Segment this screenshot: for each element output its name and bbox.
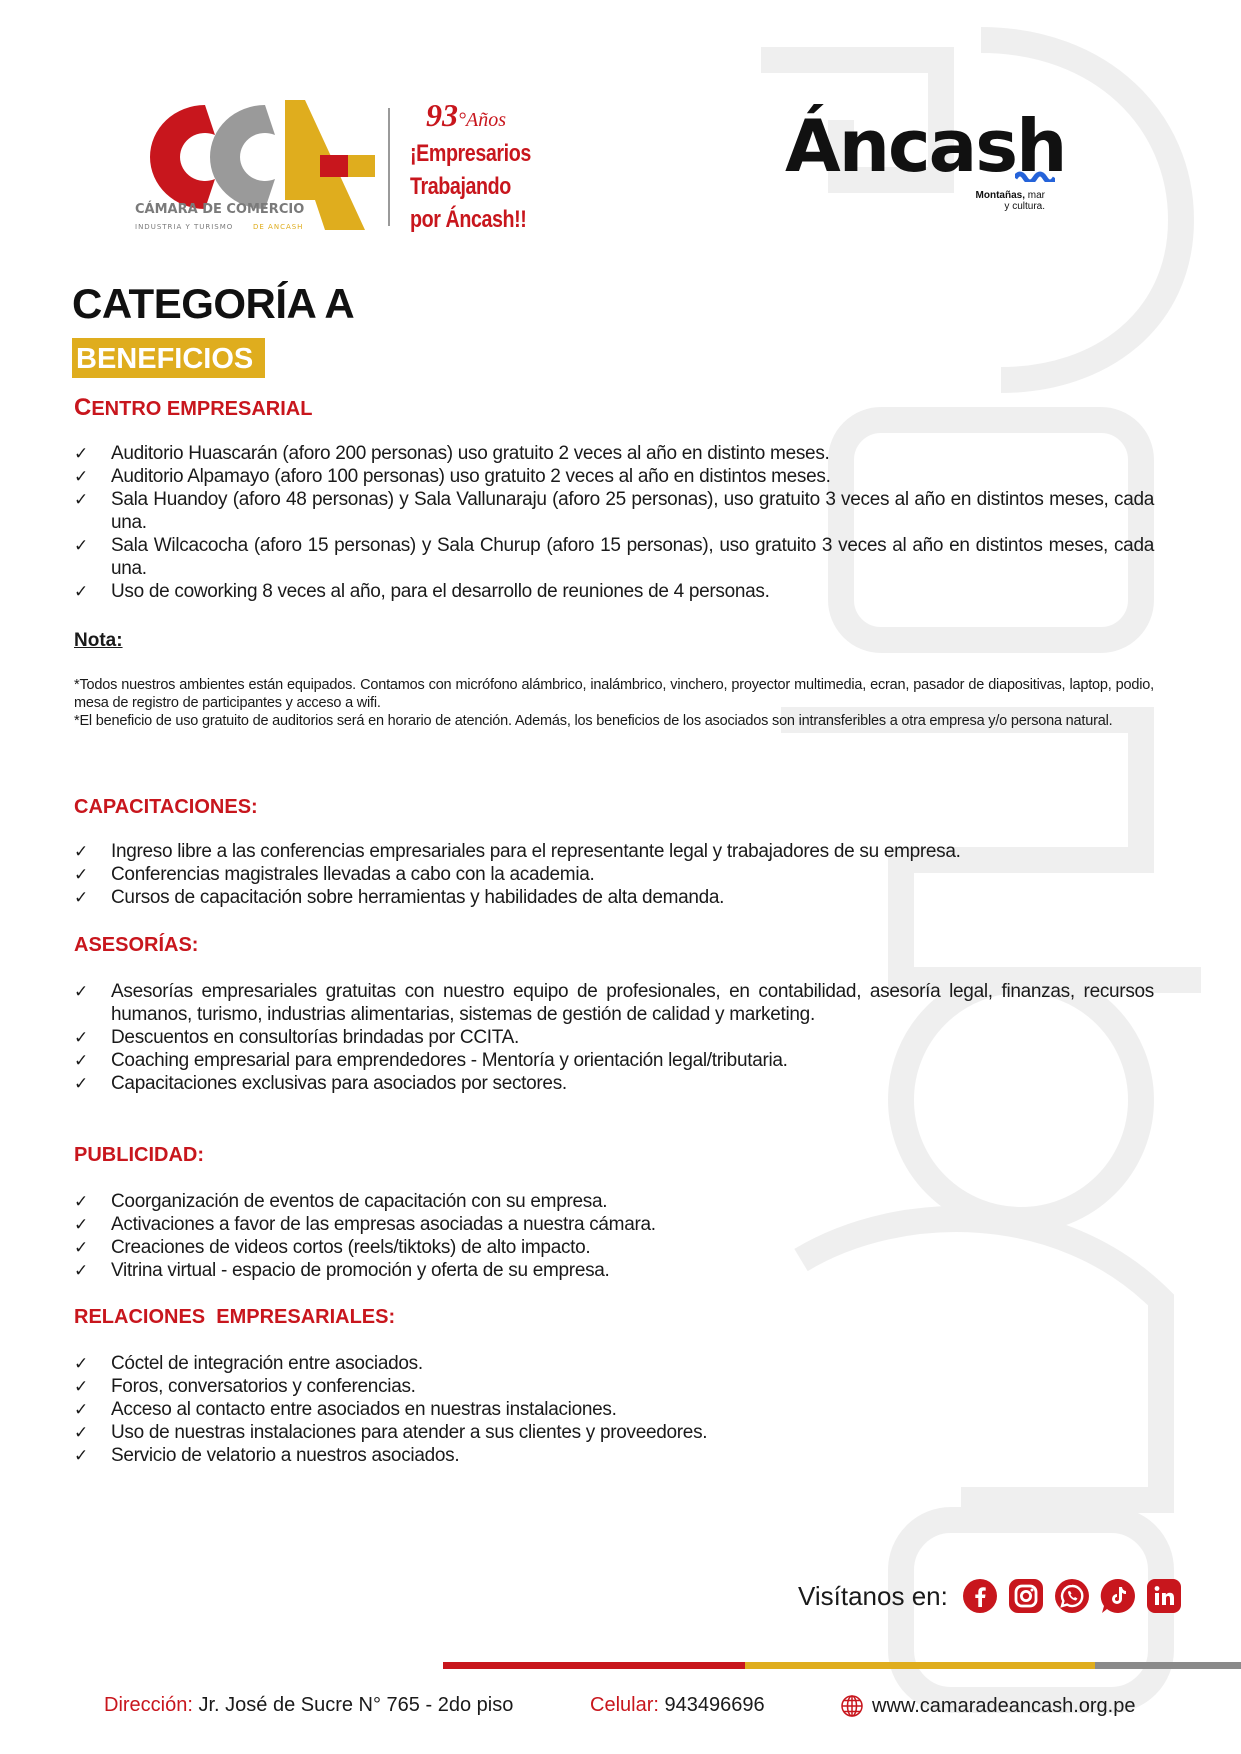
nota-line: *Todos nuestros ambientes están equipados. Contamos con micrófono alámbrico, inalámbrico, vinchero, proyector multimedia, ecran, pasador de diapositivas, laptop, podio, mesa de registro de participantes y acceso a wifi. [74, 677, 1154, 711]
check-icon: ✓ [74, 1377, 88, 1396]
footer-phone [590, 1694, 765, 1717]
footer-address [104, 1694, 513, 1717]
list-item: ✓ Foros, conversatorios y conferencias. [74, 1376, 416, 1397]
logo-divider [388, 108, 390, 226]
check-icon: ✓ [74, 582, 88, 601]
globe-icon [840, 1694, 864, 1718]
centro-empresarial-list [74, 442, 1154, 603]
list-item: ✓ Sala Wilcacocha (aforo 15 personas) y Sala Churup (aforo 15 personas), uso gratuito 3 veces al año en distintos meses, cada una. [74, 535, 1154, 579]
phone-value: 943496696 [658, 1694, 765, 1716]
publicidad-list [74, 1190, 1154, 1282]
check-icon: ✓ [74, 490, 88, 509]
nota-line: *El beneficio de uso gratuito de auditorios será en horario de atención. Además, los beneficios de los asociados son intransferibles a otra empresa y/o persona natural. [74, 713, 1113, 729]
social-label: Visítanos en: [798, 1580, 948, 1611]
check-icon: ✓ [74, 536, 88, 555]
footer-stripe-yellow [745, 1662, 1095, 1669]
nota-text [74, 676, 1154, 730]
relaciones-empresariales-list [74, 1352, 1154, 1467]
slogan-line-2: Trabajando [410, 173, 511, 200]
check-icon: ✓ [74, 1051, 88, 1070]
list-item: ✓ Creaciones de videos cortos (reels/tiktoks) de alto impacto. [74, 1237, 591, 1258]
section-heading-asesorias: ASESORÍAS: [74, 934, 199, 956]
list-item: ✓ Cursos de capacitación sobre herramientas y habilidades de alta demanda. [74, 887, 725, 908]
list-item: ✓ Conferencias magistrales llevadas a cabo con la academia. [74, 864, 595, 885]
check-icon: ✓ [74, 1215, 88, 1234]
list-item: ✓ Sala Huandoy (aforo 48 personas) y Sala Vallunaraju (aforo 25 personas), uso gratuito 3 veces al año en distintos meses, cada una. [74, 489, 1154, 533]
benefits-badge: BENEFICIOS [72, 338, 265, 378]
check-icon: ✓ [74, 1446, 88, 1465]
check-icon: ✓ [74, 467, 88, 486]
list-item: ✓ Coaching empresarial para emprendedores - Mentoría y orientación legal/tributaria. [74, 1050, 788, 1071]
whatsapp-icon[interactable] [1054, 1578, 1090, 1614]
check-icon: ✓ [74, 1400, 88, 1419]
cca-subtitle: INDUSTRIA Y TURISMO [135, 223, 234, 231]
section-heading-centro-empresarial: CENTRO EMPRESARIAL [74, 394, 313, 421]
phone-label: Celular: [590, 1694, 659, 1716]
cca-name: CÁMARA DE COMERCIO [135, 202, 305, 217]
list-item: ✓ Uso de nuestras instalaciones para atender a sus clientes y proveedores. [74, 1422, 708, 1443]
check-icon: ✓ [74, 865, 88, 884]
check-icon: ✓ [74, 1074, 88, 1093]
list-item: ✓ Asesorías empresariales gratuitas con nuestro equipo de profesionales, en contabilidad, asesoría legal, finanzas, recursos humanos, turismo, industrias alimentarias, sistemas de gestión de calidad y marketing. [74, 981, 1154, 1025]
section-heading-capacitaciones: CAPACITACIONES: [74, 796, 258, 818]
cca-subtitle-accent: DE ANCASH [253, 223, 304, 231]
list-item: ✓ Servicio de velatorio a nuestros asociados. [74, 1445, 460, 1466]
list-item: ✓ Acceso al contacto entre asociados en nuestras instalaciones. [74, 1399, 617, 1420]
check-icon: ✓ [74, 1423, 88, 1442]
list-item: ✓ Capacitaciones exclusivas para asociados por sectores. [74, 1073, 567, 1094]
address-label: Dirección: [104, 1694, 193, 1716]
header [0, 0, 1241, 260]
tiktok-icon[interactable] [1100, 1578, 1136, 1614]
ancash-tagline: Montañas, mar y cultura. [975, 190, 1045, 212]
check-icon: ✓ [74, 842, 88, 861]
page-title: CATEGORÍA A [72, 280, 355, 327]
check-icon: ✓ [74, 1354, 88, 1373]
capacitaciones-list [74, 840, 1154, 909]
footer-stripe-red [443, 1662, 745, 1669]
anniversary-years: 93°Años [426, 97, 506, 133]
nota-heading: Nota: [74, 630, 123, 651]
list-item: ✓ Coorganización de eventos de capacitación con su empresa. [74, 1191, 608, 1212]
check-icon: ✓ [74, 1192, 88, 1211]
list-item: ✓ Vitrina virtual - espacio de promoción y oferta de su empresa. [74, 1260, 610, 1281]
facebook-icon[interactable] [962, 1578, 998, 1614]
footer-website [840, 1694, 1135, 1718]
footer-stripe-gray [1095, 1662, 1241, 1669]
check-icon: ✓ [74, 444, 88, 463]
linkedin-icon[interactable] [1146, 1578, 1182, 1614]
check-icon: ✓ [74, 1238, 88, 1257]
check-icon: ✓ [74, 1261, 88, 1280]
check-icon: ✓ [74, 1028, 88, 1047]
social-links [798, 1578, 1192, 1614]
ancash-brand-logo [785, 104, 1066, 212]
cca-logo [135, 95, 385, 245]
slogan-line-3: por Áncash!! [410, 206, 527, 233]
list-item: ✓ Cóctel de integración entre asociados. [74, 1353, 423, 1374]
list-item: ✓ Ingreso libre a las conferencias empresariales para el representante legal y trabajadores de su empresa. [74, 841, 961, 862]
list-item: ✓ Descuentos en consultorías brindadas por CCITA. [74, 1027, 519, 1048]
instagram-icon[interactable] [1008, 1578, 1044, 1614]
slogan [410, 98, 557, 236]
website-link[interactable]: www.camaradeancash.org.pe [872, 1694, 1136, 1717]
asesorias-list [74, 980, 1154, 1095]
list-item: ✓ Activaciones a favor de las empresas asociadas a nuestra cámara. [74, 1214, 656, 1235]
address-value: Jr. José de Sucre N° 765 - 2do piso [192, 1694, 514, 1716]
slogan-line-1: ¡Empresarios [410, 140, 531, 167]
check-icon: ✓ [74, 888, 88, 907]
wave-icon [1015, 168, 1055, 182]
section-heading-publicidad: PUBLICIDAD: [74, 1144, 204, 1166]
section-heading-relaciones-empresariales: RELACIONES EMPRESARIALES: [74, 1306, 396, 1328]
list-item: ✓ Auditorio Huascarán (aforo 200 personas) uso gratuito 2 veces al año en distinto meses. [74, 443, 830, 464]
ancash-wordmark: Áncash [785, 104, 1066, 188]
list-item: ✓ Uso de coworking 8 veces al año, para el desarrollo de reuniones de 4 personas. [74, 581, 770, 602]
list-item: ✓ Auditorio Alpamayo (aforo 100 personas) uso gratuito 2 veces al año en distintos meses. [74, 466, 831, 487]
check-icon: ✓ [74, 982, 88, 1001]
